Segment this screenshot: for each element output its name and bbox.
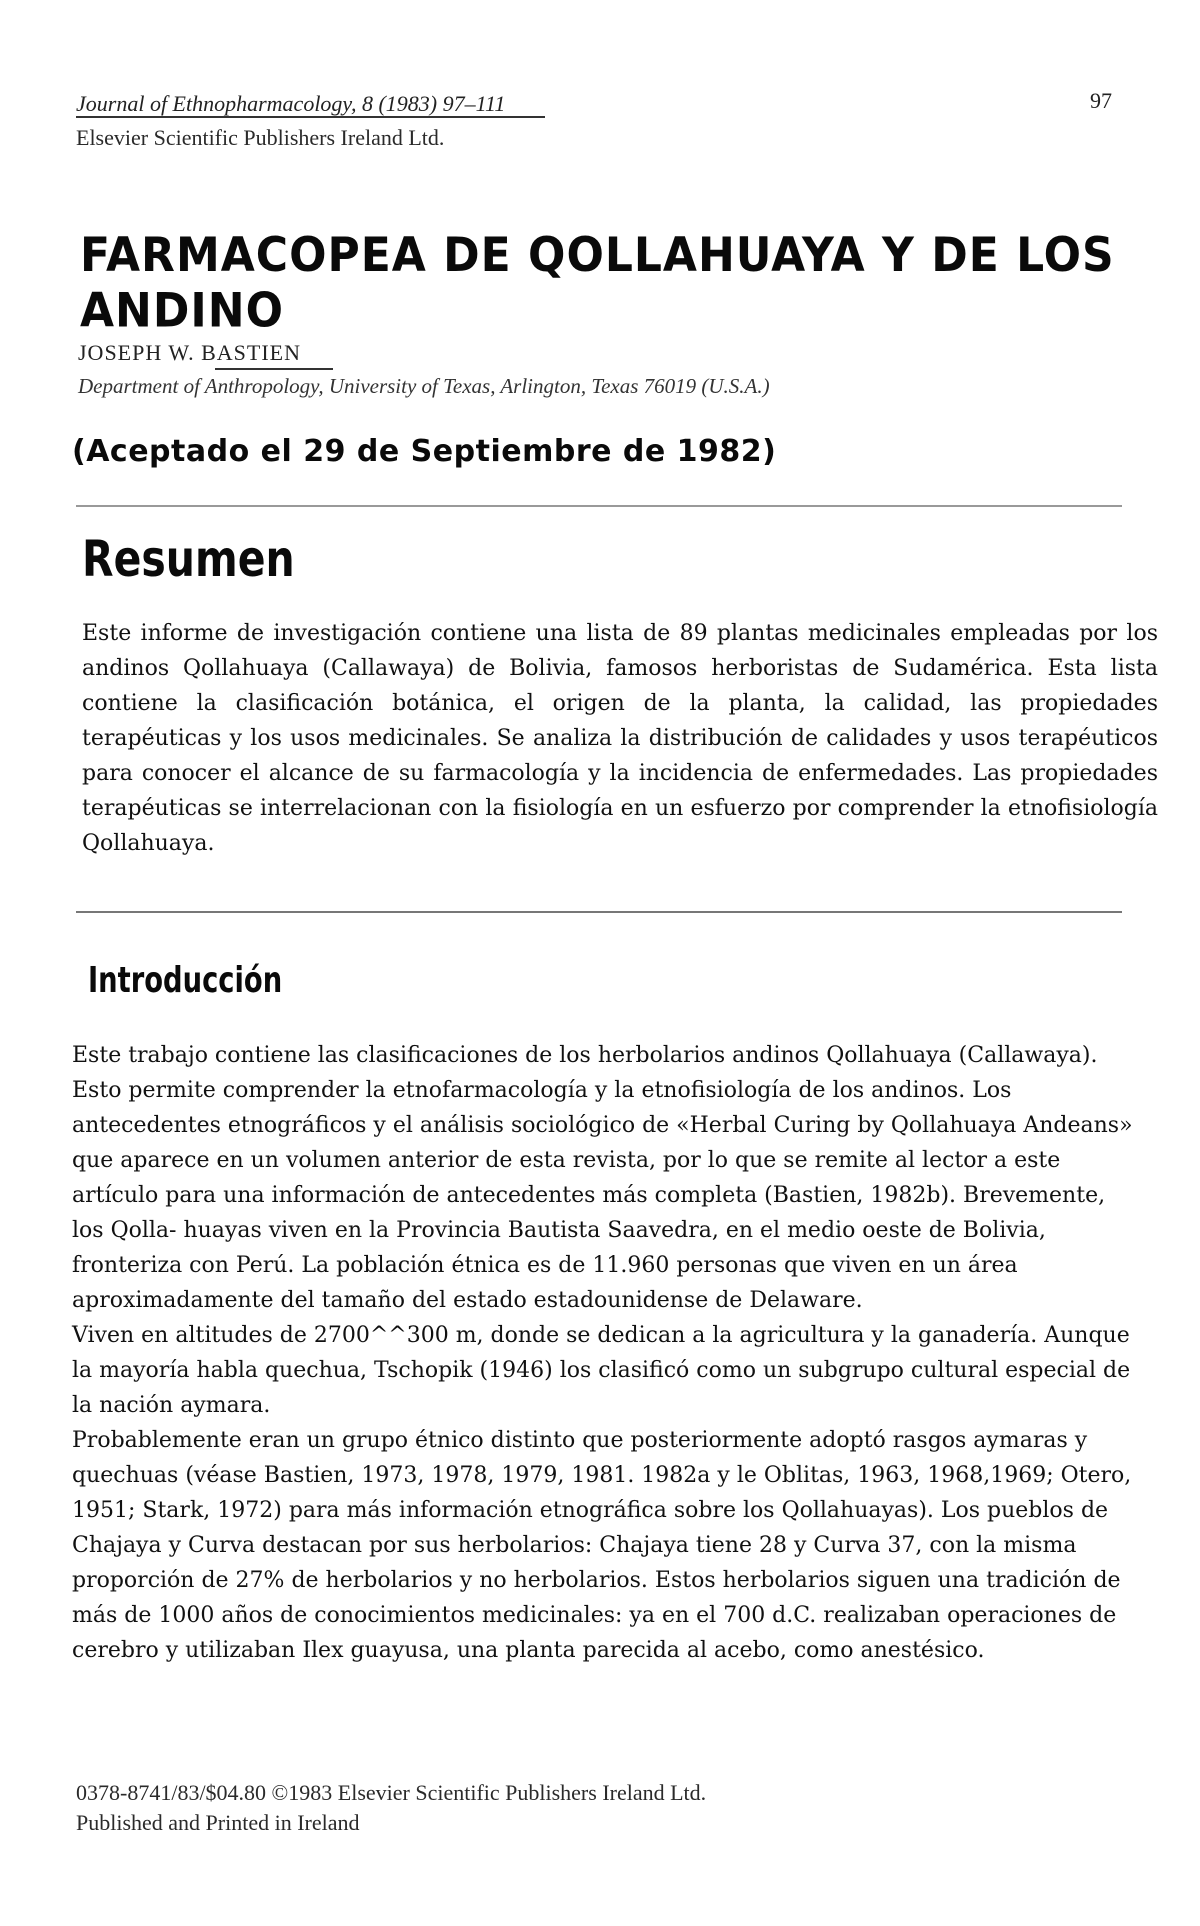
abstract-text: Este informe de investigación contiene una lista de 89 plantas medicinales empleadas por los andinos Qollahuaya (Callawaya) de Bolivia, famosos herboristas de Sudamérica. Esta lista contiene la clasificación botánica, el origen de la planta, la calidad, las propiedades terapéuticas y los usos medicinales. Se analiza la distribución de calidades y usos terapéuticos para conocer el alcance de su farmacología y la incidencia de enfermedades. Las propiedades terapéuticas se interrelacionan con la fisiología en un esfuerzo por comprender la etnofisiología Qollahuaya. <box>82 621 1158 856</box>
abstract-heading: Resumen <box>82 530 295 588</box>
body-paragraph: Este trabajo contiene las clasificaciones de los herbolarios andinos Qollahuaya (Callawaya). Esto permite comprender la etnofarmacología y la etnofisiología de los andinos. Los antecedentes etnográficos y el análisis sociológico de «Herbal Curing by Qollahuaya Andeans» que aparece en un volumen anterior de esta revista, por lo que se remite al lector a este artículo para una información de antecedentes más completa (Bastien, 1982b). Brevemente, los Qolla- huayas viven en la Provincia Bautista Saavedra, en el medio oeste de Bolivia, fronteriza con Perú. La población étnica es de 11.960 personas que viven en un área aproximadamente del tamaño del estado estadounidense de Delaware. <box>72 1043 1133 1313</box>
accepted-date: (Aceptado el 29 de Septiembre de 1982) <box>72 434 777 469</box>
author-affiliation: Department of Anthropology, University of Texas, Arlington, Texas 76019 (U.S.A.) <box>78 374 770 398</box>
introduction-heading: Introducción <box>88 960 283 1001</box>
introduction-body <box>72 1038 1142 1668</box>
journal-citation: Journal of Ethnopharmacology, 8 (1983) 97–111 <box>76 92 545 118</box>
printed-line: Published and Printed in Ireland <box>76 1810 360 1835</box>
page-number: 97 <box>1090 88 1112 113</box>
divider-top <box>76 505 1122 507</box>
author-name: JOSEPH W. BASTIEN <box>78 340 301 365</box>
body-paragraph: Probablemente eran un grupo étnico distinto que posteriormente adoptó rasgos aymaras y quechuas (véase Bastien, 1973, 1978, 1979, 1981. 1982a y le Oblitas, 1963, 1968,1969; Otero, 1951; Stark, 1972) para más información etnográfica sobre los Qollahuayas). Los pueblos de Chajaya y Curva destacan por sus herbolarios: Chajaya tiene 28 y Curva 37, con la misma proporción de 27% de herbolarios y no herbolarios. Estos herbolarios siguen una tradición de más de 1000 años de conocimientos medicinales: ya en el 700 d.C. realizaban operaciones de cerebro y utilizaban Ilex guayusa, una planta parecida al acebo, como anestésico. <box>72 1428 1132 1663</box>
publisher-line: Elsevier Scientific Publishers Ireland Ltd. <box>76 125 445 150</box>
body-paragraph: Viven en altitudes de 2700^^300 m, donde se dedican a la agricultura y la ganadería. Aunque la mayoría habla quechua, Tschopik (1946) los clasificó como un subgrupo cultural especial de la nación aymara. <box>72 1323 1131 1418</box>
copyright-line: 0378-8741/83/$04.80 ©1983 Elsevier Scientific Publishers Ireland Ltd. <box>76 1780 707 1805</box>
divider-bottom <box>76 911 1122 913</box>
author-underline <box>215 368 333 370</box>
article-title: FARMACOPEA DE QOLLAHUAYA Y DE LOS ANDINO <box>80 228 1115 339</box>
